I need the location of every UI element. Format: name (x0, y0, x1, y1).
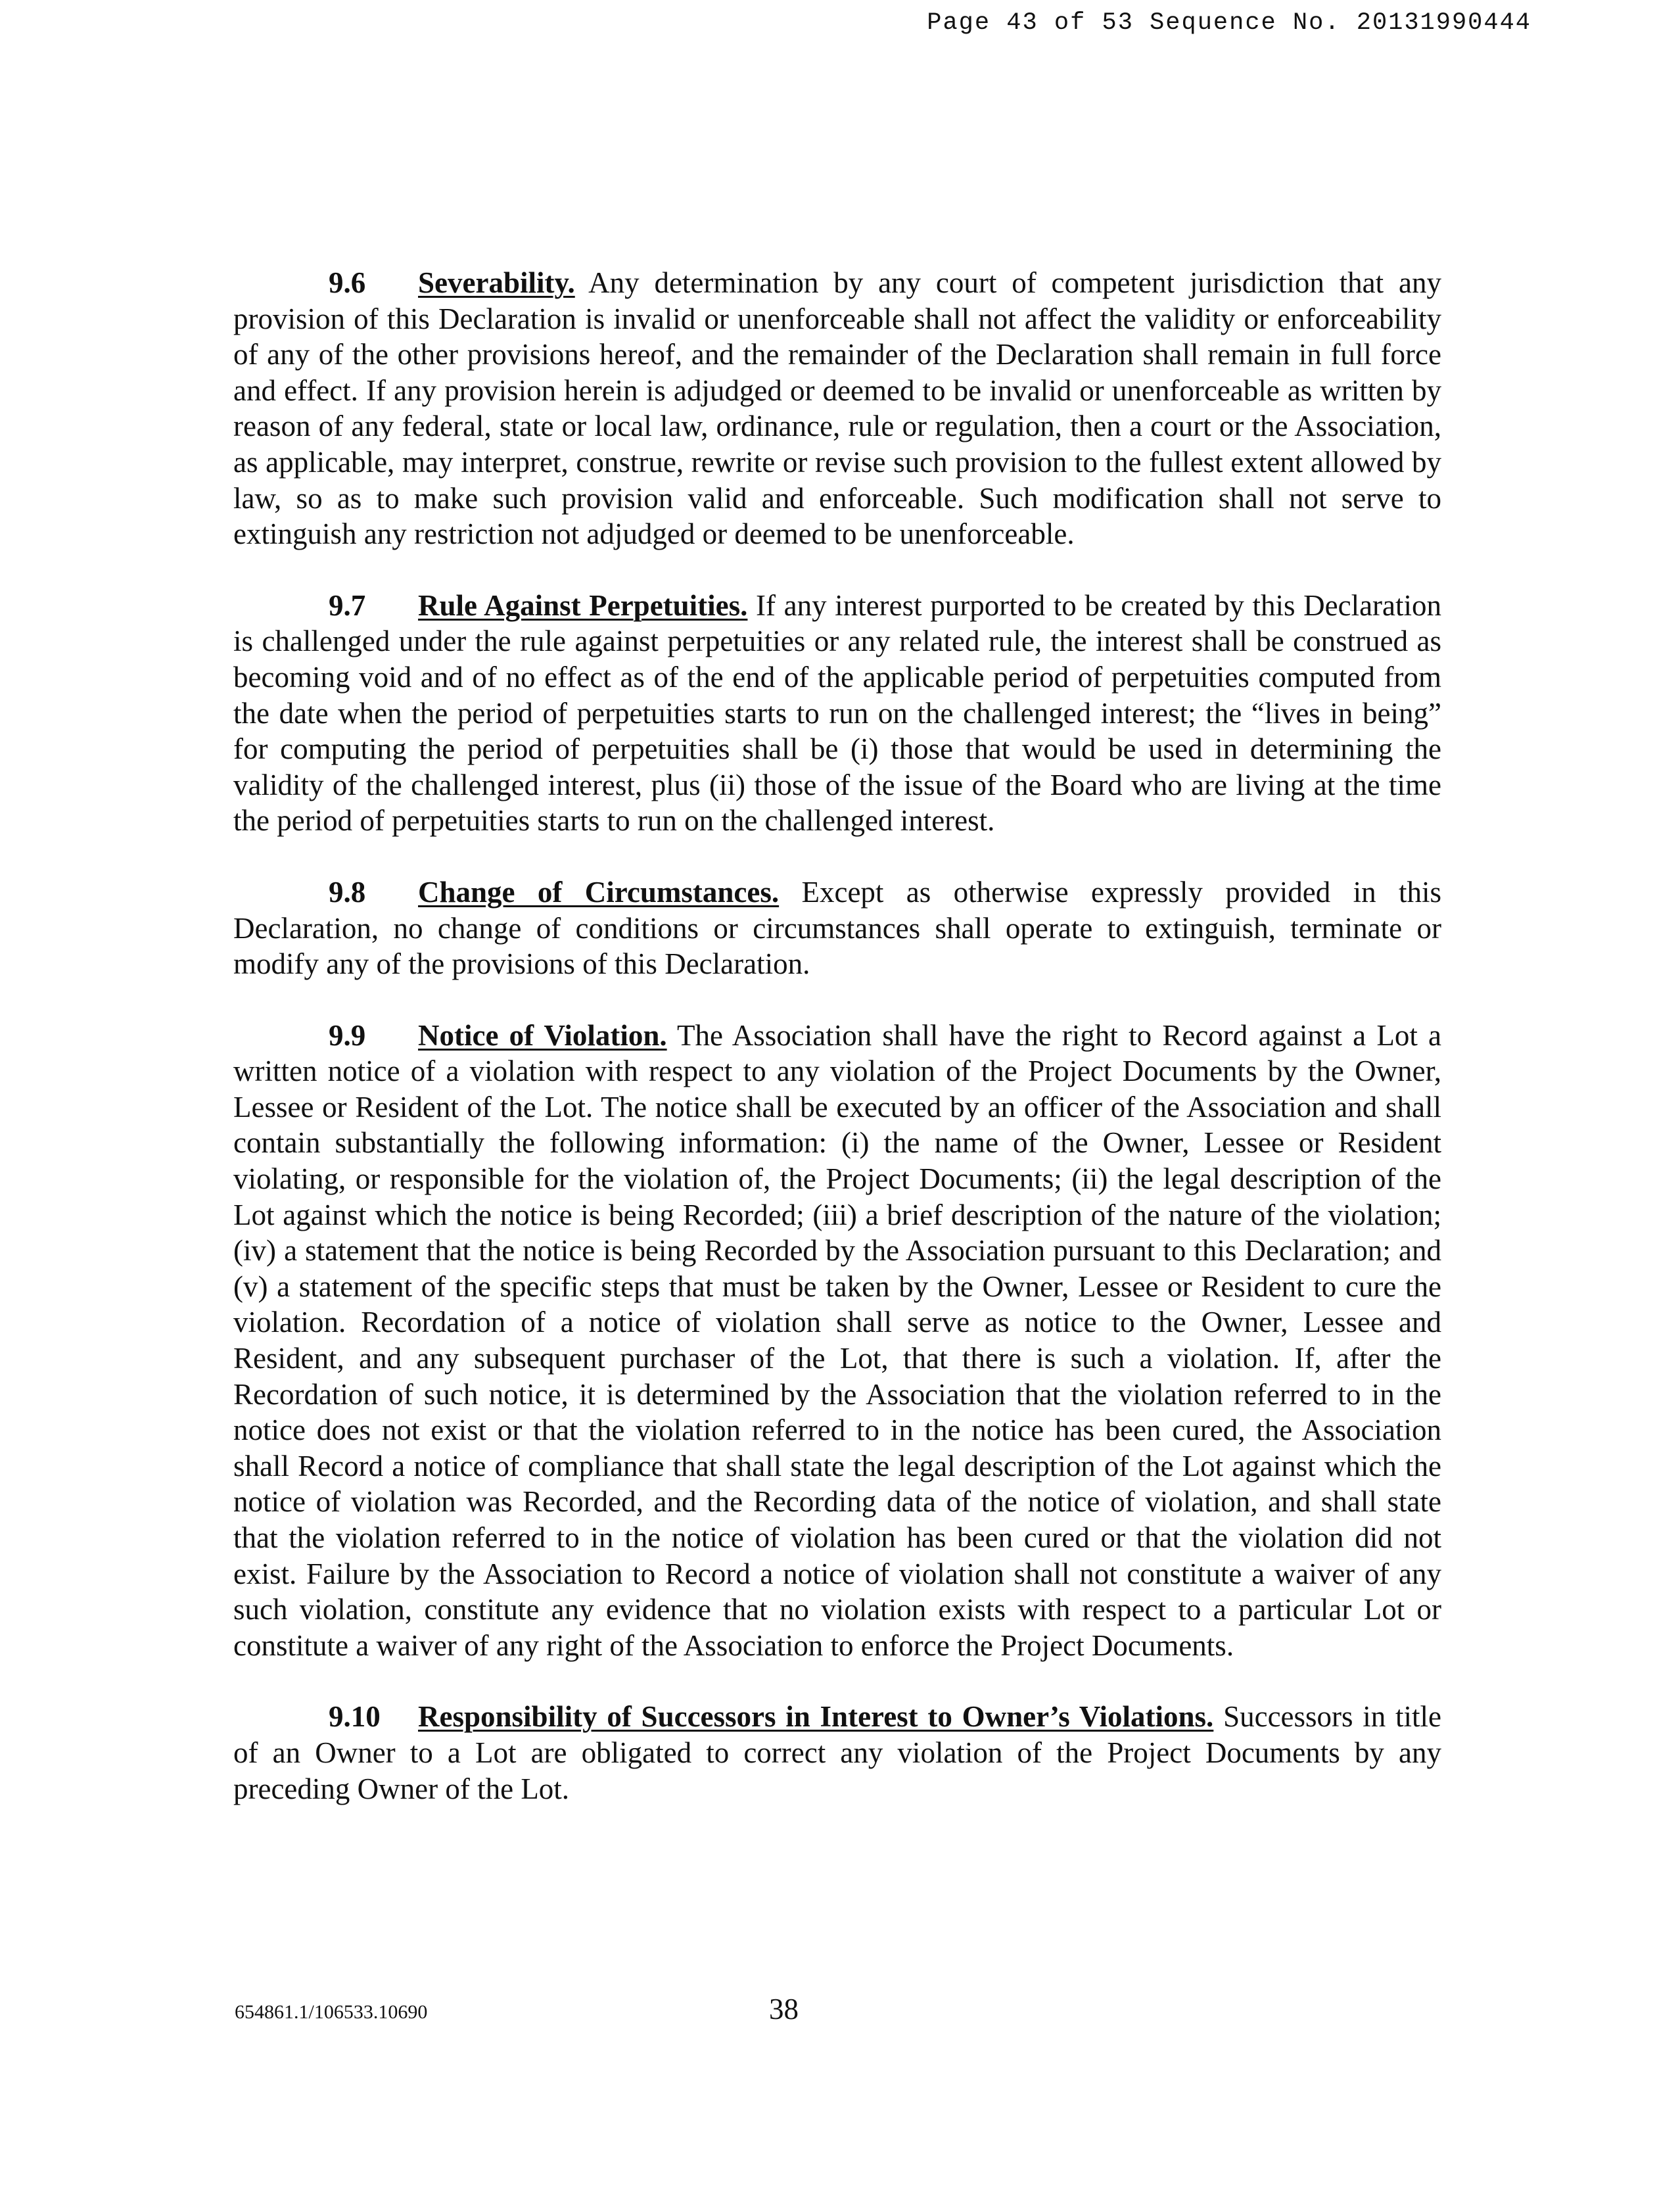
section-number: 9.9 (329, 1018, 366, 1052)
section-9-6 (233, 265, 1441, 552)
section-text: The Association shall have the right to Record against a Lot a written notice of a violation with respect to any violation of the Project Documents by the Owner, Lessee or Resident of the Lot. The notice shall be executed by an officer of the Association and shall contain substantially the following information: (i) the name of the Owner, Lessee or Resident violating, or responsible for the violation of, the Project Documents; (ii) the legal description of the Lot against which the notice is being Recorded; (iii) a brief description of the nature of the violation; (iv) a statement that the notice is being Recorded by the Association pursuant to this Declaration; and (v) a statement of the specific steps that must be taken by the Owner, Lessee or Resident to cure the violation. Recordation of a notice of violation shall serve as notice to the Owner, Lessee and Resident, and any subsequent purchaser of the Lot, that there is such a violation. If, after the Recordation of such notice, it is determined by the Association that the violation referred to in the notice does not exist or that the violation referred to in the notice has been cured, the Association shall Record a notice of compliance that shall state the legal description of the Lot against which the notice of violation was Recorded, and the Recording data of the notice of violation, and shall state that the violation referred to in the notice of violation has been cured or that the violation did not exist. Failure by the Association to Record a notice of violation shall not constitute a waiver of any such violation, constitute any evidence that no violation exists with respect to a particular Lot or constitute a waiver of any right of the Association to enforce the Project Documents. (233, 1018, 1442, 1662)
section-text: If any interest purported to be created by this Declaration is challenged under the rule against perpetuities or any related rule, the interest shall be construed as becoming void and of no effect as of the end of the applicable period of perpetuities computed from the date when the period of perpetuities starts to run on the challenged interest; the “lives in being” for computing the period of perpetuities shall be (i) those that would be used in determining the validity of the challenged interest, plus (ii) those of the issue of the Board who are living at the time the period of perpetuities starts to run on the challenged interest. (233, 588, 1442, 838)
section-number: 9.8 (329, 875, 366, 909)
section-heading: Severability. (418, 266, 575, 299)
section-9-10 (233, 1699, 1441, 1807)
section-heading: Rule Against Perpetuities. (418, 588, 748, 622)
page-header: Page 43 of 53 Sequence No. 20131990444 (927, 9, 1531, 37)
section-9-7 (233, 588, 1441, 839)
section-9-8 (233, 874, 1441, 982)
section-number: 9.7 (329, 588, 366, 622)
section-text: Successors in title of an Owner to a Lot are obligated to correct any violation of the Project Documents by any preceding Owner of the Lot. (233, 1700, 1442, 1805)
page-number: 38 (769, 1993, 799, 2026)
section-number: 9.10 (329, 1700, 381, 1734)
section-number: 9.6 (329, 266, 366, 299)
section-9-9 (233, 1018, 1441, 1664)
section-text: Any determination by any court of competent jurisdiction that any provision of this Declaration is invalid or unenforceable shall not affect the validity or enforceability of any of the other provisions hereof, and the remainder of the Declaration shall remain in full force and effect. If any provision herein is adjudged or deemed to be invalid or unenforceable as written by reason of any federal, state or local law, ordinance, rule or regulation, then a court or the Association, as applicable, may interpret, construe, rewrite or revise such provision to the fullest extent allowed by law, so as to make such provision valid and enforceable. Such modification shall not serve to extinguish any restriction not adjudged or deemed to be unenforceable. (233, 266, 1441, 551)
section-text: Except as otherwise expressly provided in this Declaration, no change of conditions or circumstances shall operate to extinguish, terminate or modify any of the provisions of this Declaration. (233, 875, 1442, 981)
section-heading: Responsibility of Successors in Interest to Owner’s Violations. (418, 1700, 1214, 1734)
document-body (233, 265, 1441, 1842)
document-id: 654861.1/106533.10690 (235, 2001, 428, 2023)
section-heading: Change of Circumstances. (418, 875, 780, 909)
section-heading: Notice of Violation. (418, 1018, 667, 1052)
